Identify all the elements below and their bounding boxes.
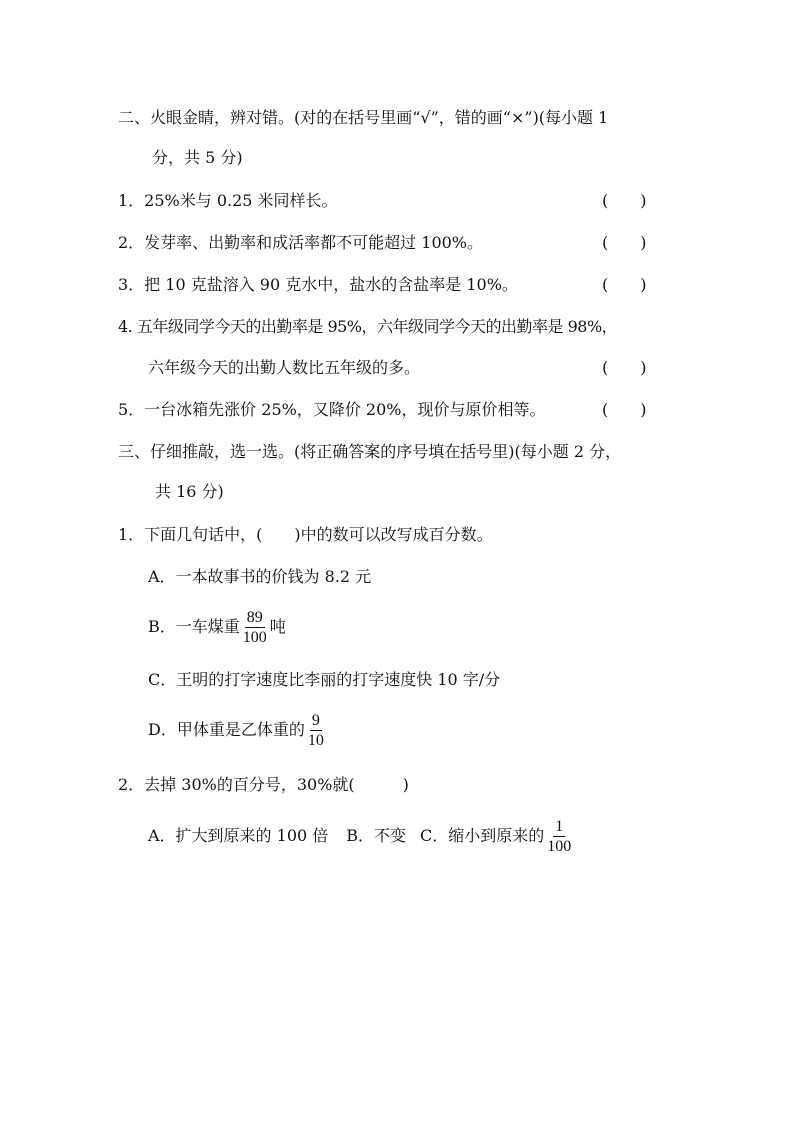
s3-q2-option-b: B．不变 <box>346 826 407 845</box>
s2-item5-answer-blank[interactable]: ( ) <box>602 400 647 419</box>
fraction-denominator: 10 <box>307 731 324 749</box>
section2-heading-line2: 分，共 5 分) <box>152 148 243 167</box>
fraction-numerator: 1 <box>555 817 564 835</box>
s3-q2-option-a: A．扩大到原来的 100 倍 <box>148 826 329 845</box>
s3-q1-stem: 1．下面几句话中，( )中的数可以改写成百分数。 <box>118 525 493 544</box>
s2-item2-text: 2．发芽率、出勤率和成活率都不可能超过 100%。 <box>118 233 484 252</box>
s3-q2-stem: 2．去掉 30%的百分号，30%就( ) <box>118 775 409 794</box>
section3-heading-line1: 三、仔细推敲，选一选。(将正确答案的序号填在括号里)(每小题 2 分， <box>118 442 622 461</box>
fraction-1-100 <box>545 818 573 855</box>
s3-q2-options <box>148 814 574 858</box>
s3-q1-option-b-prefix: B．一车煤重 <box>148 617 240 636</box>
fraction-numerator: 9 <box>311 711 320 729</box>
s2-item4-text-line2: 六年级今天的出勤人数比五年级的多。 <box>148 358 421 377</box>
s2-item4-answer-blank[interactable]: ( ) <box>602 358 647 377</box>
s2-item1-answer-blank[interactable]: ( ) <box>602 191 647 210</box>
s2-item4-text-line1: 4. 五年级同学今天的出勤率是 95%，六年级同学今天的出勤率是 98%， <box>118 317 618 336</box>
s3-q1-option-c: C．王明的打字速度比李丽的打字速度快 10 字/分 <box>148 670 501 689</box>
s2-item1-text: 1．25%米与 0.25 米同样长。 <box>118 191 338 210</box>
section3-heading-line2: 共 16 分) <box>155 482 224 501</box>
fraction-89-100 <box>241 609 269 646</box>
s2-item2-answer-blank[interactable]: ( ) <box>602 233 647 252</box>
fraction-9-10 <box>306 712 326 749</box>
s3-q1-option-d <box>148 708 327 752</box>
s3-q1-option-b <box>148 605 286 649</box>
s3-q1-option-a: A．一本故事书的价钱为 8.2 元 <box>148 567 372 586</box>
s2-item5-text: 5．一台冰箱先涨价 25%，又降价 20%，现价与原价相等。 <box>118 400 546 419</box>
s3-q2-option-c-prefix: C．缩小到原来的 <box>420 826 545 845</box>
s3-q1-option-b-suffix: 吨 <box>269 617 286 636</box>
fraction-denominator: 100 <box>242 628 267 646</box>
s3-q1-option-d-prefix: D．甲体重是乙体重的 <box>148 720 305 739</box>
fraction-numerator: 89 <box>246 608 263 626</box>
fraction-denominator: 100 <box>547 837 572 855</box>
s2-item3-text: 3．把 10 克盐溶入 90 克水中，盐水的含盐率是 10%。 <box>118 275 518 294</box>
section2-heading-line1: 二、火眼金睛，辨对错。(对的在括号里画“√”，错的画“×”)(每小题 1 <box>118 108 609 127</box>
s2-item3-answer-blank[interactable]: ( ) <box>602 275 647 294</box>
